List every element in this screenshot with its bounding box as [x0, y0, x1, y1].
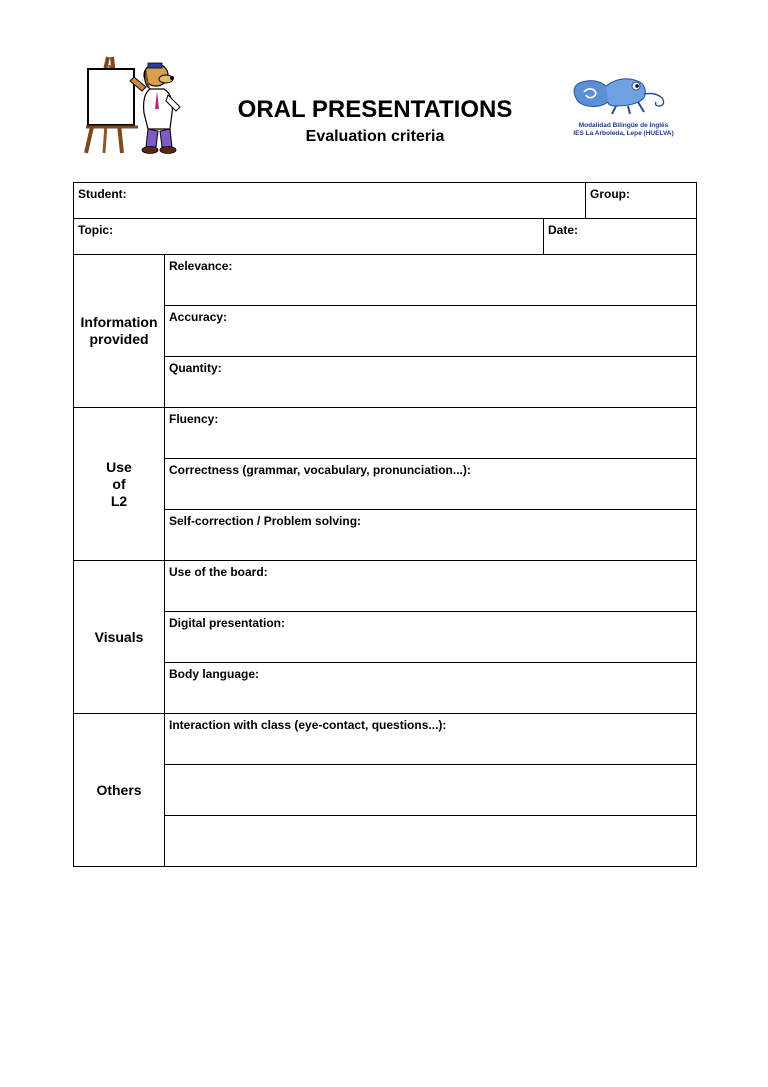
criterion-label: Correctness (grammar, vocabulary, pronunciation...):: [169, 463, 471, 477]
criterion-label: [165, 816, 696, 820]
group-field[interactable]: [586, 183, 697, 219]
criterion-fluency[interactable]: [165, 408, 697, 459]
date-field[interactable]: [544, 219, 697, 255]
criterion-label: Use of the board:: [169, 565, 268, 579]
criterion-label: Relevance:: [169, 259, 233, 273]
school-logo: [556, 72, 691, 142]
criterion-label: Digital presentation:: [169, 616, 286, 630]
section-others: [74, 714, 165, 867]
topic-field[interactable]: [74, 219, 544, 255]
criterion-label: Body language:: [169, 667, 260, 681]
section-title-line: Use: [106, 458, 132, 475]
criterion-quantity[interactable]: [165, 357, 697, 408]
topic-row: [74, 219, 697, 255]
student-field[interactable]: [74, 183, 586, 219]
criterion-blank-1[interactable]: [165, 765, 697, 816]
criterion-label: Quantity:: [169, 361, 222, 375]
criterion-label: [165, 765, 696, 769]
section-title-line: Information: [80, 314, 158, 330]
criterion-label: Fluency:: [169, 412, 219, 426]
criterion-interaction[interactable]: [165, 714, 697, 765]
criterion-label: Self-correction / Problem solving:: [169, 514, 362, 528]
criterion-blank-2[interactable]: [165, 816, 697, 867]
logo-text-line2: IES La Arboleda, Lepe (HUELVA): [573, 130, 674, 137]
criterion-accuracy[interactable]: [165, 306, 697, 357]
section-title-line: of: [112, 475, 126, 492]
criterion-use-of-board[interactable]: [165, 561, 697, 612]
criterion-digital-presentation[interactable]: [165, 612, 697, 663]
page-title: ORAL PRESENTATIONS: [237, 96, 513, 123]
section-title-line: Visuals: [94, 628, 144, 645]
chameleon-icon: [556, 72, 691, 116]
criterion-label: Interaction with class (eye-contact, questions...):: [169, 718, 447, 732]
topic-label: Topic:: [78, 223, 114, 237]
dog-icon: [130, 63, 180, 154]
logo-text-line1: Modalidad Bilingüe de Inglés: [578, 122, 669, 129]
section-title-line: provided: [89, 331, 149, 347]
section-visuals: [74, 561, 165, 714]
criterion-correctness[interactable]: [165, 459, 697, 510]
evaluation-form: [73, 182, 697, 867]
section-title-line: L2: [110, 492, 128, 509]
section-title-line: Others: [96, 781, 142, 798]
section-information-provided: [74, 255, 165, 408]
criterion-label: Accuracy:: [169, 310, 228, 324]
presenter-dog-clipart: [80, 55, 195, 155]
student-row: [74, 183, 697, 219]
student-label: Student:: [78, 187, 127, 201]
criterion-self-correction[interactable]: [165, 510, 697, 561]
criterion-body-language[interactable]: [165, 663, 697, 714]
group-label: Group:: [590, 187, 630, 201]
date-label: Date:: [548, 223, 579, 237]
criterion-relevance[interactable]: [165, 255, 697, 306]
page-subtitle: Evaluation criteria: [305, 128, 445, 145]
easel-icon: [86, 57, 138, 153]
section-use-of-l2: [74, 408, 165, 561]
